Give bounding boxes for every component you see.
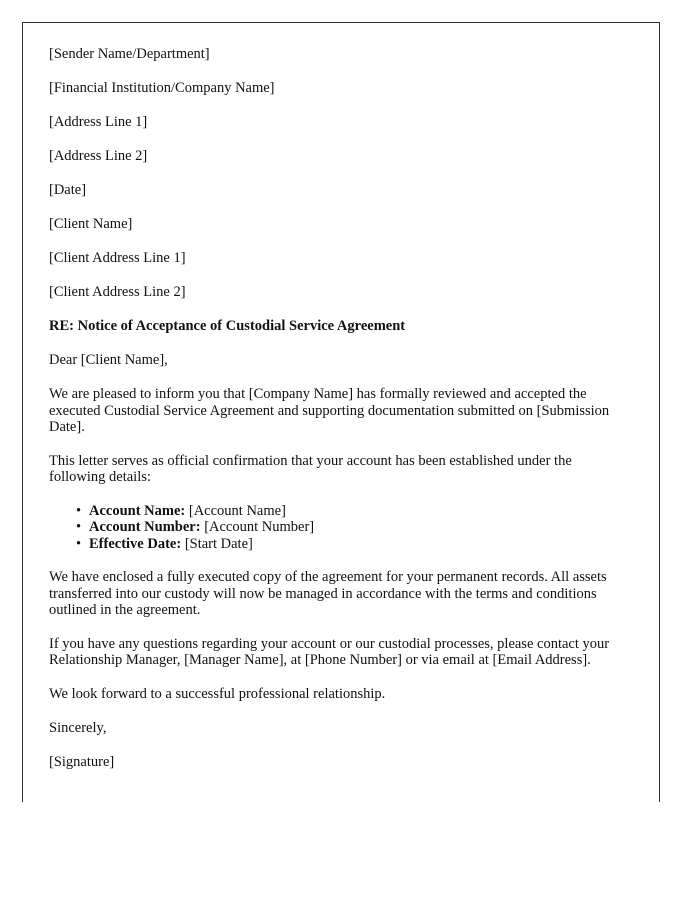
- effective-date-label: Effective Date:: [89, 535, 182, 552]
- salutation-line: Dear [Client Name],: [49, 352, 168, 368]
- client-name-line: [Client Name]: [49, 216, 133, 232]
- list-item: [89, 519, 627, 536]
- body-paragraph-4: If you have any questions regarding your account or our custodial processes, please contact your Relationship Manager, [Manager Name], at [Phone Number] or via email at [Email Address].: [49, 635, 610, 668]
- list-item: [89, 536, 627, 553]
- sender-name-line: [Sender Name/Department]: [49, 46, 210, 62]
- body-paragraph-5: We look forward to a successful professional relationship.: [49, 685, 386, 702]
- account-number-value: [Account Number]: [204, 519, 315, 535]
- list-item: [89, 503, 627, 520]
- body-paragraph-1: We are pleased to inform you that [Company Name] has formally reviewed and accepted the executed Custodial Service Agreement and supporting documentation submitted on [Submission Date].: [49, 386, 610, 435]
- subject-line: RE: Notice of Acceptance of Custodial Service Agreement: [49, 318, 406, 334]
- closing-line: Sincerely,: [49, 719, 107, 736]
- body-paragraph-2: This letter serves as official confirmation that your account has been established under the following details:: [49, 452, 572, 485]
- sender-address-line-1: [Address Line 1]: [49, 114, 148, 130]
- account-name-value: [Account Name]: [188, 502, 286, 519]
- letter-date-line: [Date]: [49, 182, 87, 198]
- signature-line: [Signature]: [49, 753, 115, 770]
- body-paragraph-3: We have enclosed a fully executed copy of the agreement for your permanent records. All assets transferred into our custody will now be managed in accordance with the terms and conditions outlined in the agreement.: [49, 569, 607, 618]
- client-address-line-1: [Client Address Line 1]: [49, 250, 186, 266]
- effective-date-value: [Start Date]: [184, 535, 253, 552]
- sender-address-line-2: [Address Line 2]: [49, 148, 148, 164]
- account-number-label: Account Number:: [89, 519, 201, 535]
- recipient-address-block: [49, 216, 627, 301]
- client-address-line-2: [Client Address Line 2]: [49, 284, 186, 300]
- sender-company-line: [Financial Institution/Company Name]: [49, 80, 275, 96]
- account-name-label: Account Name:: [89, 502, 186, 519]
- letter-content: [49, 46, 627, 771]
- letter-page: [22, 22, 660, 802]
- sender-address-block: [49, 46, 627, 199]
- account-details-list: [49, 503, 627, 553]
